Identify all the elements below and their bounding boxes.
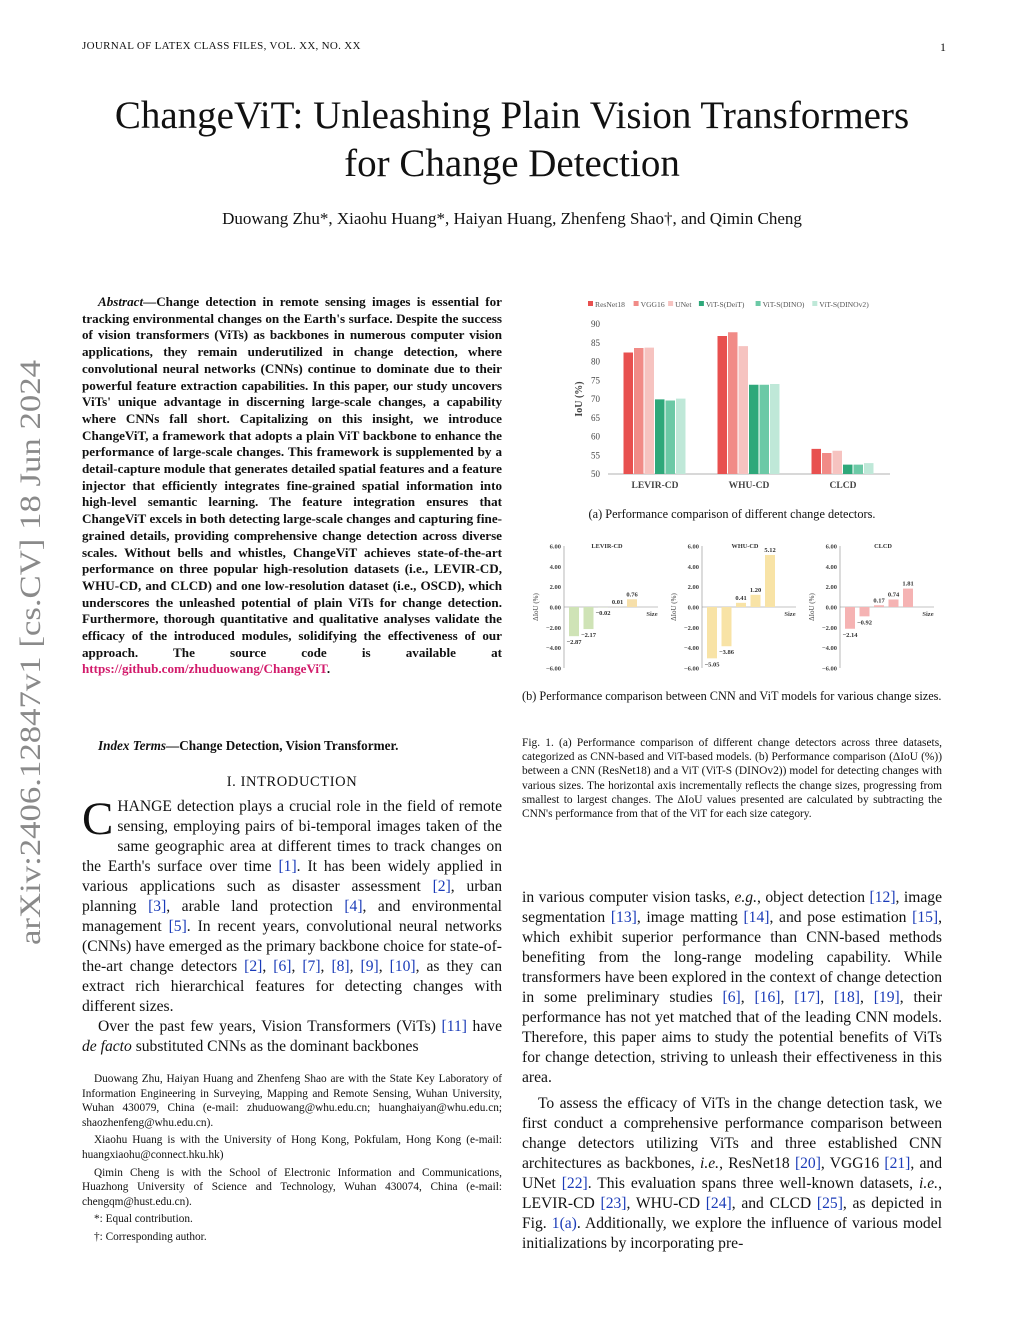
abstract-label: Abstract [98, 294, 144, 309]
title-line-1: ChangeViT: Unleashing Plain Vision Transformers [114, 94, 910, 137]
delta-bar [736, 603, 746, 607]
github-link[interactable]: https://github.com/zhuduowang/ChangeViT [82, 661, 327, 677]
y-tick-label: 2.00 [825, 584, 837, 592]
citation[interactable]: [10] [389, 958, 416, 975]
data-label: −2.87 [566, 639, 582, 647]
citation[interactable]: [17] [794, 989, 821, 1006]
bar [833, 451, 843, 474]
data-label: 0.01 [611, 598, 624, 606]
y-tick-label: 6.00 [687, 543, 699, 551]
citation[interactable]: [2] [432, 878, 451, 895]
y-tick-label: −6.00 [545, 665, 561, 673]
delta-bar [584, 607, 594, 629]
legend-swatch [756, 301, 761, 306]
paper-title [40, 92, 984, 188]
y-tick-label: 2.00 [687, 584, 699, 592]
index-terms-text: —Change Detection, Vision Transformer. [166, 738, 399, 753]
citation[interactable]: [7] [302, 958, 321, 975]
delta-bar [889, 599, 899, 607]
footnote: *: Equal contribution. [94, 1213, 193, 1226]
bar [645, 348, 655, 474]
y-tick-label: −6.00 [821, 665, 837, 673]
index-terms-label: Index Terms [98, 738, 167, 753]
legend-swatch [812, 301, 817, 306]
data-label: −2.17 [580, 632, 597, 640]
y-axis-label: ΔIoU (%) [808, 593, 816, 621]
iou-bar-chart [570, 296, 900, 496]
panel-title: CLCD [874, 543, 892, 550]
data-label: 0.41 [735, 594, 747, 602]
y-tick-label: 0.00 [687, 604, 699, 612]
y-tick-label: −4.00 [821, 645, 837, 653]
panel-title: WHU-CD [731, 543, 759, 550]
citation[interactable]: [13] [610, 909, 637, 926]
introduction-text: CHANGE detection plays a crucial role in the field of remote sensing, employing pairs of bi-temporal images taken of the same geographic area at different times to track changes on the Earth's surface over time [1]. It has been widely applied in various applications such as disaster assessment [2], urban planning [3], arable land protection [4], and environmental management [5]. In recent years, convolutional neural networks (CNNs) have emerged as the primary backbone choice for state-of-the-art change detectors [2], [6], [7], [8], [9], [10], as they can extract rich hierarchical features for detecting changes with different sizes. Over the past few years, Vision Transformers (ViTs) [11] have de facto substituted CNNs as the dominant backbones [82, 793, 503, 1055]
citation[interactable]: [2] [244, 958, 263, 975]
footnote: Duowang Zhu, Haiyan Huang and Zhenfeng Shao are with the State Key Laboratory of Information Engineering in Surveying, Mapping and Remote Sensing, Wuhan University, Wuhan 430079, China (e-mail: zhuduowang@whu.edu.cn; huanghaiyan@whu.edu.cn; shaozhenfeng@whu.edu.cn). [82, 1073, 502, 1129]
caption-a: (a) Performance comparison of different change detectors. [588, 507, 876, 521]
caption-b: (b) Performance comparison between CNN and ViT models for various change sizes. [522, 689, 942, 703]
bar [812, 449, 822, 474]
y-tick-label: 80 [591, 356, 600, 367]
y-tick-label: −6.00 [683, 665, 699, 673]
delta-bar [903, 589, 913, 607]
citation[interactable]: [6] [273, 958, 292, 975]
citation[interactable]: [24] [705, 1195, 732, 1212]
delta-bar [751, 595, 761, 607]
data-label: 1.81 [902, 580, 914, 588]
data-label: −2.14 [842, 631, 858, 639]
y-tick-label: −2.00 [545, 624, 561, 632]
footnote: †: Corresponding author. [94, 1230, 207, 1243]
citation[interactable]: [9] [360, 958, 379, 975]
citation[interactable]: [19] [873, 989, 900, 1006]
footnotes [82, 1072, 502, 1248]
citation[interactable]: [12] [869, 889, 896, 906]
citation[interactable]: [20] [794, 1155, 821, 1172]
data-label: 0.74 [887, 591, 900, 599]
y-tick-label: 85 [591, 337, 600, 348]
y-tick-label: 4.00 [687, 563, 699, 571]
legend-label: UNet [675, 300, 692, 309]
y-tick-label: −4.00 [683, 645, 699, 653]
arxiv-stamp [8, 360, 52, 945]
delta-bar [627, 599, 637, 607]
dropcap: C [82, 793, 114, 845]
bar [676, 399, 686, 474]
x-axis-label: Size [922, 611, 934, 618]
delta-bar [860, 607, 870, 616]
figure-caption: Fig. 1. (a) Performance comparison of different change detectors across three datasets, categorized as CNN-based and ViT-based models. (b) Performance comparison (ΔIoU (%)) between a CNN (ResNet18) and a ViT (ViT-S (DINOv2)) model for detecting changes with various sizes. The horizontal axis incrementally reflects the change sizes, progressing from smallest to largest changes. The ΔIoU values presented are calculated by subtracting the CNN's performance from that of the ViT for each size category. [522, 737, 942, 821]
delta-bar [845, 607, 855, 629]
y-tick-label: −2.00 [821, 624, 837, 632]
bar [624, 353, 634, 475]
legend-swatch [588, 301, 593, 306]
bar [843, 465, 853, 474]
bar [728, 332, 738, 474]
bar [666, 401, 676, 475]
section-heading: I. INTRODUCTION [226, 774, 358, 790]
right-column-text: in various computer vision tasks, e.g., object detection [12], image segmentation [13], image matting [14], and pose estimation [15], which exhibit superior performance than CNN-based methods benefiting from the long-range modeling capability. While transformers have been explored in the context of change detection in some preliminary studies [6], [16], [17], [18], [19], their performance has not yet matched that of the leading CNN models. Therefore, this paper aims to study the potential benefits of ViTs for change detection, striving to unleash their effectiveness in this area. To assess the efficacy of ViTs in the change detection task, we first conduct a comprehensive performance comparison between change detectors utilizing ViTs and three established CNN architectures as backbones, i.e., ResNet18 [20], VGG16 [21], and UNet [22]. This evaluation spans three well-known datasets, i.e., LEVIR-CD [23], WHU-CD [24], and CLCD [25], as depicted in Fig. 1(a). Additionally, we explore the influence of various model initializations by incorporating pre- [522, 889, 943, 1252]
y-tick-label: 0.00 [825, 604, 837, 612]
y-tick-label: 6.00 [549, 543, 561, 551]
x-tick-label: WHU-CD [728, 481, 770, 491]
legend-label: ViT-S(DeiT) [705, 300, 745, 309]
bar [822, 453, 832, 474]
data-label: −0.02 [595, 610, 611, 618]
bar [634, 348, 644, 474]
delta-bar [874, 605, 884, 607]
x-axis-label: Size [784, 611, 796, 618]
y-tick-label: 2.00 [549, 584, 561, 592]
x-tick-label: LEVIR-CD [631, 481, 679, 491]
y-tick-label: 4.00 [825, 563, 837, 571]
bar [739, 346, 749, 474]
citation[interactable]: [11] [441, 1018, 467, 1035]
figure-link[interactable]: 1(a) [551, 1215, 577, 1232]
y-tick-label: 90 [591, 319, 600, 329]
data-label: 0.76 [626, 591, 638, 599]
data-label: −3.86 [718, 649, 735, 657]
legend-label: ResNet18 [595, 300, 625, 309]
y-tick-label: 55 [591, 450, 600, 461]
bar [854, 465, 864, 474]
citation[interactable]: [8] [331, 958, 350, 975]
citation[interactable]: [1] [278, 858, 297, 875]
data-label: −5.05 [704, 661, 720, 669]
y-tick-label: 75 [591, 375, 600, 386]
delta-bar [765, 555, 775, 607]
legend-label: ViT-S(DINOv2) [819, 300, 869, 309]
y-axis-label: ΔIoU (%) [532, 593, 540, 621]
bar [655, 399, 665, 474]
delta-bar [707, 607, 717, 658]
data-label: 0.17 [873, 597, 885, 605]
citation[interactable]: [14] [743, 909, 770, 926]
y-axis-label: ΔIoU (%) [670, 593, 678, 621]
y-tick-label: −4.00 [545, 645, 561, 653]
citation[interactable]: [23] [600, 1195, 627, 1212]
citation[interactable]: [4] [344, 898, 363, 915]
legend-label: ViT-S(DINO) [762, 300, 805, 309]
y-tick-label: 0.00 [549, 604, 561, 612]
index-terms [82, 738, 502, 754]
y-tick-label: 65 [591, 412, 600, 423]
legend-swatch [668, 301, 673, 306]
bar [718, 336, 728, 474]
y-tick-label: 70 [591, 394, 600, 404]
footnote: Xiaohu Huang is with the University of Hong Kong, Pokfulam, Hong Kong (e-mail: huangxiaohu@connect.hku.hk) [82, 1134, 502, 1161]
delta-iou-charts [530, 538, 944, 678]
citation[interactable]: [22] [561, 1175, 588, 1192]
citation[interactable]: [3] [148, 898, 167, 915]
data-label: 1.20 [749, 586, 762, 594]
author-list: Duowang Zhu*, Xiaohu Huang*, Haiyan Huang, Zhenfeng Shao†, and Qimin Cheng [222, 209, 802, 228]
abstract-body: —Change detection in remote sensing images is essential for tracking environmental changes on the Earth's surface. Despite the success of vision transformers (ViTs) as backbones in numerous computer vision applications, they remain underutilized in change detection, where convolutional neural networks (CNNs) continue to dominate due to their powerful feature extraction capabilities. In this paper, our study uncovers ViTs' unique advantage in discerning large-scale changes, a capability where CNNs fall short. Capitalizing on this insight, we introduce ChangeViT, a framework that adopts a plain ViT backbone to enhance the performance of large-scale changes. This framework is supplemented by a detail-capture module that generates detailed spatial features and a feature injector that efficiently integrates fine-grained spatial information into high-level semantic learning. The feature integration ensures that ChangeViT excels in both detecting large-scale changes and capturing fine-grained details, providing comprehensive change detection across diverse scales. Without bells and whistles, ChangeViT achieves state-of-the-art performance on three popular high-resolution datasets (i.e., LEVIR-CD, WHU-CD, and CLCD) and one low-resolution dataset (i.e., OSCD), which underscores the unleashed potential of plain ViTs for change detection. Furthermore, thorough quantitative and qualitative analyses validate the efficacy of the introduced modules, solidifying the effectiveness of our approach. The source code is available at [82, 294, 502, 660]
bar [760, 385, 770, 474]
legend-label: VGG16 [640, 300, 665, 309]
delta-bar [722, 607, 732, 646]
abstract [82, 294, 502, 678]
abstract-end: . [326, 661, 331, 677]
y-tick-label: 4.00 [549, 563, 561, 571]
citation[interactable]: [16] [754, 989, 781, 1006]
running-header: JOURNAL OF LATEX CLASS FILES, VOL. XX, NO. XX [82, 40, 361, 52]
page-number: 1 [940, 40, 946, 54]
citation[interactable]: [15] [912, 909, 939, 926]
bar [749, 385, 759, 474]
citation[interactable]: [21] [884, 1155, 911, 1172]
y-tick-label: 60 [591, 431, 600, 442]
bar [770, 384, 780, 474]
x-tick-label: CLCD [829, 481, 857, 491]
y-tick-label: −2.00 [683, 624, 699, 632]
citation[interactable]: [5] [168, 918, 187, 935]
arxiv-id: arXiv:2406.12847v1 [cs.CV] 18 Jun 2024 [14, 440, 47, 945]
y-tick-label: 6.00 [825, 543, 837, 551]
x-axis-label: Size [646, 611, 658, 618]
data-label: 5.12 [764, 546, 776, 554]
bar [864, 463, 874, 474]
citation[interactable]: [18] [833, 989, 860, 1006]
panel-title: LEVIR-CD [591, 543, 623, 550]
title-line-2: for Change Detection [344, 142, 680, 185]
citation[interactable]: [25] [816, 1195, 843, 1212]
legend-swatch [699, 301, 704, 306]
citation[interactable]: [6] [722, 989, 741, 1006]
data-label: −0.92 [856, 619, 873, 627]
y-tick-label: 50 [591, 469, 600, 479]
footnote: Qimin Cheng is with the School of Electronic Information and Communications, Huazhong University of Science and Technology, Wuhan 430074, China (e-mail: chengqm@hust.edu.cn). [82, 1166, 502, 1208]
y-axis-label: IoU (%) [574, 381, 585, 417]
delta-bar [569, 607, 579, 636]
legend-swatch [634, 301, 639, 306]
